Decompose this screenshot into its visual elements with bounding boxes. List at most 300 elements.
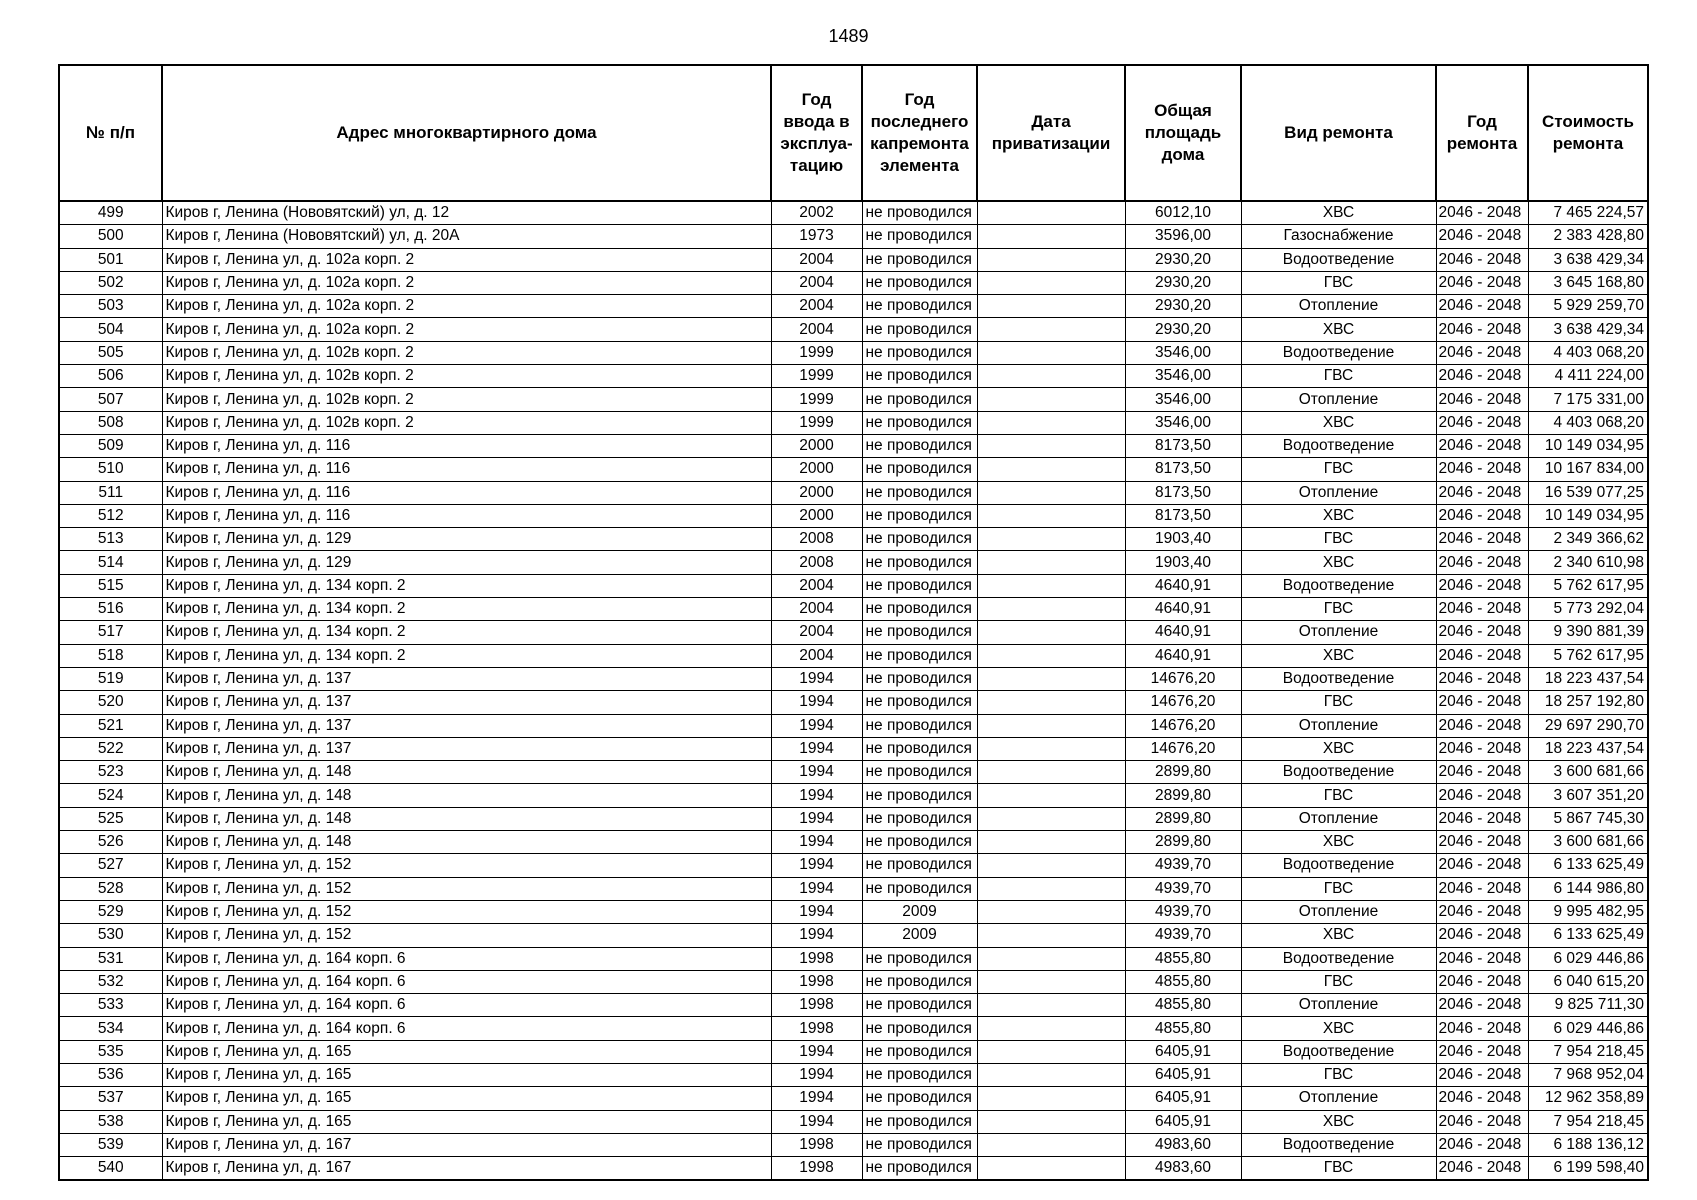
cell-cost: 2 349 366,62 bbox=[1528, 528, 1648, 551]
cell-address: Киров г, Ленина ул, д. 102в корп. 2 bbox=[162, 411, 771, 434]
cell-num: 534 bbox=[59, 1017, 162, 1040]
cell-num: 512 bbox=[59, 504, 162, 527]
cell-num: 536 bbox=[59, 1063, 162, 1086]
cell-last-repair: не проводился bbox=[862, 644, 977, 667]
cell-last-repair: не проводился bbox=[862, 970, 977, 993]
table-row bbox=[59, 341, 1648, 364]
cell-cost: 29 697 290,70 bbox=[1528, 714, 1648, 737]
cell-repair-kind: ХВС bbox=[1241, 1017, 1436, 1040]
table-row bbox=[59, 1133, 1648, 1156]
cell-repair-period: 2046 - 2048 bbox=[1436, 737, 1528, 760]
cell-area: 14676,20 bbox=[1125, 737, 1241, 760]
cell-privatization bbox=[977, 528, 1125, 551]
page-number: 1489 bbox=[828, 26, 869, 46]
cell-privatization bbox=[977, 667, 1125, 690]
header-area: Общая площадь дома bbox=[1125, 65, 1241, 201]
cell-repair-period: 2046 - 2048 bbox=[1436, 598, 1528, 621]
cell-last-repair: не проводился bbox=[862, 621, 977, 644]
cell-area: 4855,80 bbox=[1125, 947, 1241, 970]
cell-cost: 9 995 482,95 bbox=[1528, 900, 1648, 923]
cell-address: Киров г, Ленина ул, д. 102а корп. 2 bbox=[162, 271, 771, 294]
cell-repair-kind: Водоотведение bbox=[1241, 1133, 1436, 1156]
cell-privatization bbox=[977, 295, 1125, 318]
cell-year: 1994 bbox=[771, 900, 862, 923]
cell-repair-period: 2046 - 2048 bbox=[1436, 225, 1528, 248]
cell-cost: 10 149 034,95 bbox=[1528, 434, 1648, 457]
cell-year: 2000 bbox=[771, 481, 862, 504]
cell-year: 1973 bbox=[771, 225, 862, 248]
cell-area: 2899,80 bbox=[1125, 807, 1241, 830]
cell-area: 14676,20 bbox=[1125, 667, 1241, 690]
cell-cost: 5 929 259,70 bbox=[1528, 295, 1648, 318]
cell-last-repair: не проводился bbox=[862, 528, 977, 551]
cell-address: Киров г, Ленина ул, д. 167 bbox=[162, 1133, 771, 1156]
cell-privatization bbox=[977, 434, 1125, 457]
cell-cost: 2 340 610,98 bbox=[1528, 551, 1648, 574]
cell-repair-kind: ГВС bbox=[1241, 271, 1436, 294]
cell-repair-period: 2046 - 2048 bbox=[1436, 574, 1528, 597]
cell-address: Киров г, Ленина ул, д. 137 bbox=[162, 714, 771, 737]
cell-last-repair: не проводился bbox=[862, 784, 977, 807]
cell-privatization bbox=[977, 248, 1125, 271]
cell-repair-period: 2046 - 2048 bbox=[1436, 947, 1528, 970]
cell-repair-period: 2046 - 2048 bbox=[1436, 1087, 1528, 1110]
cell-year: 2004 bbox=[771, 621, 862, 644]
table-row bbox=[59, 644, 1648, 667]
table-row bbox=[59, 504, 1648, 527]
cell-year: 1994 bbox=[771, 924, 862, 947]
cell-year: 2008 bbox=[771, 551, 862, 574]
cell-repair-period: 2046 - 2048 bbox=[1436, 831, 1528, 854]
table-row bbox=[59, 551, 1648, 574]
cell-year: 1999 bbox=[771, 341, 862, 364]
cell-privatization bbox=[977, 201, 1125, 225]
cell-area: 8173,50 bbox=[1125, 481, 1241, 504]
header-repair-kind: Вид ремонта bbox=[1241, 65, 1436, 201]
cell-num: 523 bbox=[59, 761, 162, 784]
cell-repair-period: 2046 - 2048 bbox=[1436, 271, 1528, 294]
cell-privatization bbox=[977, 807, 1125, 830]
cell-address: Киров г, Ленина ул, д. 134 корп. 2 bbox=[162, 621, 771, 644]
cell-repair-kind: ХВС bbox=[1241, 201, 1436, 225]
cell-num: 499 bbox=[59, 201, 162, 225]
cell-privatization bbox=[977, 994, 1125, 1017]
cell-repair-kind: ГВС bbox=[1241, 1063, 1436, 1086]
cell-address: Киров г, Ленина ул, д. 137 bbox=[162, 691, 771, 714]
cell-year: 1994 bbox=[771, 714, 862, 737]
cell-year: 1994 bbox=[771, 667, 862, 690]
cell-last-repair: не проводился bbox=[862, 295, 977, 318]
cell-repair-period: 2046 - 2048 bbox=[1436, 807, 1528, 830]
table-row bbox=[59, 831, 1648, 854]
cell-cost: 18 223 437,54 bbox=[1528, 667, 1648, 690]
cell-repair-period: 2046 - 2048 bbox=[1436, 854, 1528, 877]
cell-area: 4939,70 bbox=[1125, 924, 1241, 947]
cell-repair-period: 2046 - 2048 bbox=[1436, 295, 1528, 318]
cell-repair-period: 2046 - 2048 bbox=[1436, 528, 1528, 551]
cell-cost: 5 773 292,04 bbox=[1528, 598, 1648, 621]
cell-cost: 9 390 881,39 bbox=[1528, 621, 1648, 644]
cell-year: 1994 bbox=[771, 784, 862, 807]
cell-privatization bbox=[977, 877, 1125, 900]
cell-repair-period: 2046 - 2048 bbox=[1436, 504, 1528, 527]
cell-repair-period: 2046 - 2048 bbox=[1436, 201, 1528, 225]
cell-year: 1994 bbox=[771, 761, 862, 784]
table-row bbox=[59, 481, 1648, 504]
cell-privatization bbox=[977, 225, 1125, 248]
cell-cost: 6 040 615,20 bbox=[1528, 970, 1648, 993]
table-row bbox=[59, 295, 1648, 318]
cell-area: 6405,91 bbox=[1125, 1110, 1241, 1133]
cell-repair-kind: Отопление bbox=[1241, 621, 1436, 644]
cell-repair-kind: Водоотведение bbox=[1241, 341, 1436, 364]
cell-privatization bbox=[977, 1017, 1125, 1040]
cell-privatization bbox=[977, 1087, 1125, 1110]
cell-num: 507 bbox=[59, 388, 162, 411]
cell-repair-period: 2046 - 2048 bbox=[1436, 1040, 1528, 1063]
cell-year: 1994 bbox=[771, 1040, 862, 1063]
cell-area: 2930,20 bbox=[1125, 248, 1241, 271]
cell-year: 1999 bbox=[771, 388, 862, 411]
cell-num: 515 bbox=[59, 574, 162, 597]
table-row bbox=[59, 388, 1648, 411]
cell-area: 2899,80 bbox=[1125, 761, 1241, 784]
header-repair-year: Год ремонта bbox=[1436, 65, 1528, 201]
cell-privatization bbox=[977, 737, 1125, 760]
cell-num: 530 bbox=[59, 924, 162, 947]
cell-address: Киров г, Ленина ул, д. 137 bbox=[162, 667, 771, 690]
cell-num: 533 bbox=[59, 994, 162, 1017]
cell-area: 1903,40 bbox=[1125, 551, 1241, 574]
cell-cost: 7 954 218,45 bbox=[1528, 1110, 1648, 1133]
table-row bbox=[59, 248, 1648, 271]
cell-address: Киров г, Ленина ул, д. 116 bbox=[162, 504, 771, 527]
cell-year: 1994 bbox=[771, 691, 862, 714]
cell-repair-period: 2046 - 2048 bbox=[1436, 411, 1528, 434]
cell-cost: 10 149 034,95 bbox=[1528, 504, 1648, 527]
cell-privatization bbox=[977, 831, 1125, 854]
cell-num: 520 bbox=[59, 691, 162, 714]
cell-last-repair: не проводился bbox=[862, 225, 977, 248]
cell-address: Киров г, Ленина ул, д. 167 bbox=[162, 1157, 771, 1181]
cell-repair-period: 2046 - 2048 bbox=[1436, 644, 1528, 667]
cell-repair-period: 2046 - 2048 bbox=[1436, 434, 1528, 457]
cell-repair-period: 2046 - 2048 bbox=[1436, 248, 1528, 271]
cell-repair-period: 2046 - 2048 bbox=[1436, 388, 1528, 411]
cell-repair-period: 2046 - 2048 bbox=[1436, 714, 1528, 737]
cell-repair-kind: Отопление bbox=[1241, 388, 1436, 411]
cell-cost: 6 029 446,86 bbox=[1528, 1017, 1648, 1040]
cell-last-repair: не проводился bbox=[862, 714, 977, 737]
cell-last-repair: не проводился bbox=[862, 574, 977, 597]
cell-repair-kind: ГВС bbox=[1241, 365, 1436, 388]
table-row bbox=[59, 411, 1648, 434]
cell-last-repair: не проводился bbox=[862, 1017, 977, 1040]
table-row bbox=[59, 970, 1648, 993]
cell-area: 4939,70 bbox=[1125, 877, 1241, 900]
cell-year: 2004 bbox=[771, 318, 862, 341]
cell-address: Киров г, Ленина ул, д. 164 корп. 6 bbox=[162, 970, 771, 993]
cell-address: Киров г, Ленина ул, д. 134 корп. 2 bbox=[162, 598, 771, 621]
cell-num: 505 bbox=[59, 341, 162, 364]
cell-year: 1998 bbox=[771, 994, 862, 1017]
cell-year: 1999 bbox=[771, 411, 862, 434]
cell-repair-period: 2046 - 2048 bbox=[1436, 341, 1528, 364]
table-row bbox=[59, 691, 1648, 714]
cell-last-repair: не проводился bbox=[862, 1157, 977, 1181]
cell-address: Киров г, Ленина ул, д. 116 bbox=[162, 458, 771, 481]
cell-address: Киров г, Ленина ул, д. 102а корп. 2 bbox=[162, 295, 771, 318]
cell-repair-kind: ГВС bbox=[1241, 784, 1436, 807]
cell-year: 1994 bbox=[771, 1087, 862, 1110]
cell-repair-kind: ХВС bbox=[1241, 1110, 1436, 1133]
cell-year: 1998 bbox=[771, 947, 862, 970]
cell-cost: 6 188 136,12 bbox=[1528, 1133, 1648, 1156]
cell-repair-period: 2046 - 2048 bbox=[1436, 1110, 1528, 1133]
cell-cost: 6 133 625,49 bbox=[1528, 924, 1648, 947]
cell-area: 4640,91 bbox=[1125, 644, 1241, 667]
cell-cost: 16 539 077,25 bbox=[1528, 481, 1648, 504]
cell-cost: 7 968 952,04 bbox=[1528, 1063, 1648, 1086]
cell-cost: 18 223 437,54 bbox=[1528, 737, 1648, 760]
cell-area: 1903,40 bbox=[1125, 528, 1241, 551]
cell-repair-period: 2046 - 2048 bbox=[1436, 784, 1528, 807]
cell-repair-period: 2046 - 2048 bbox=[1436, 667, 1528, 690]
cell-last-repair: не проводился bbox=[862, 1063, 977, 1086]
cell-last-repair: не проводился bbox=[862, 248, 977, 271]
cell-cost: 3 600 681,66 bbox=[1528, 761, 1648, 784]
cell-area: 6012,10 bbox=[1125, 201, 1241, 225]
cell-last-repair: не проводился bbox=[862, 365, 977, 388]
cell-privatization bbox=[977, 947, 1125, 970]
cell-area: 3546,00 bbox=[1125, 341, 1241, 364]
cell-repair-period: 2046 - 2048 bbox=[1436, 994, 1528, 1017]
cell-privatization bbox=[977, 551, 1125, 574]
cell-cost: 6 029 446,86 bbox=[1528, 947, 1648, 970]
cell-num: 527 bbox=[59, 854, 162, 877]
cell-last-repair: не проводился bbox=[862, 1087, 977, 1110]
cell-repair-kind: Водоотведение bbox=[1241, 248, 1436, 271]
cell-area: 2930,20 bbox=[1125, 295, 1241, 318]
cell-last-repair: не проводился bbox=[862, 994, 977, 1017]
cell-num: 504 bbox=[59, 318, 162, 341]
cell-repair-kind: ХВС bbox=[1241, 411, 1436, 434]
cell-num: 516 bbox=[59, 598, 162, 621]
cell-privatization bbox=[977, 644, 1125, 667]
cell-address: Киров г, Ленина ул, д. 137 bbox=[162, 737, 771, 760]
cell-year: 1994 bbox=[771, 807, 862, 830]
cell-area: 6405,91 bbox=[1125, 1063, 1241, 1086]
table-row bbox=[59, 1110, 1648, 1133]
cell-num: 506 bbox=[59, 365, 162, 388]
cell-repair-period: 2046 - 2048 bbox=[1436, 318, 1528, 341]
cell-privatization bbox=[977, 1157, 1125, 1181]
cell-cost: 6 144 986,80 bbox=[1528, 877, 1648, 900]
repair-table bbox=[58, 64, 1649, 1181]
table-row bbox=[59, 318, 1648, 341]
table-row bbox=[59, 598, 1648, 621]
cell-privatization bbox=[977, 621, 1125, 644]
table-row bbox=[59, 434, 1648, 457]
cell-address: Киров г, Ленина ул, д. 148 bbox=[162, 784, 771, 807]
cell-last-repair: не проводился bbox=[862, 737, 977, 760]
cell-privatization bbox=[977, 341, 1125, 364]
cell-address: Киров г, Ленина (Нововятский) ул, д. 20А bbox=[162, 225, 771, 248]
cell-privatization bbox=[977, 365, 1125, 388]
cell-privatization bbox=[977, 481, 1125, 504]
cell-year: 2000 bbox=[771, 504, 862, 527]
cell-last-repair: не проводился bbox=[862, 831, 977, 854]
cell-address: Киров г, Ленина ул, д. 102в корп. 2 bbox=[162, 365, 771, 388]
cell-year: 2004 bbox=[771, 574, 862, 597]
cell-year: 2004 bbox=[771, 295, 862, 318]
cell-year: 1994 bbox=[771, 831, 862, 854]
cell-last-repair: 2009 bbox=[862, 900, 977, 923]
table-row bbox=[59, 271, 1648, 294]
cell-year: 1999 bbox=[771, 365, 862, 388]
table-row bbox=[59, 1040, 1648, 1063]
cell-privatization bbox=[977, 1063, 1125, 1086]
cell-repair-period: 2046 - 2048 bbox=[1436, 1063, 1528, 1086]
header-privatization: Дата приватизации bbox=[977, 65, 1125, 201]
cell-repair-period: 2046 - 2048 bbox=[1436, 1157, 1528, 1181]
cell-repair-kind: Отопление bbox=[1241, 481, 1436, 504]
cell-address: Киров г, Ленина ул, д. 102в корп. 2 bbox=[162, 388, 771, 411]
cell-repair-kind: Отопление bbox=[1241, 994, 1436, 1017]
cell-repair-kind: ХВС bbox=[1241, 318, 1436, 341]
cell-num: 535 bbox=[59, 1040, 162, 1063]
cell-repair-kind: ГВС bbox=[1241, 877, 1436, 900]
cell-year: 1994 bbox=[771, 854, 862, 877]
cell-repair-kind: Водоотведение bbox=[1241, 667, 1436, 690]
table-row bbox=[59, 714, 1648, 737]
cell-privatization bbox=[977, 1040, 1125, 1063]
cell-year: 1998 bbox=[771, 1133, 862, 1156]
cell-year: 1994 bbox=[771, 1110, 862, 1133]
cell-cost: 2 383 428,80 bbox=[1528, 225, 1648, 248]
cell-repair-kind: ГВС bbox=[1241, 691, 1436, 714]
cell-year: 1998 bbox=[771, 970, 862, 993]
cell-num: 513 bbox=[59, 528, 162, 551]
cell-privatization bbox=[977, 504, 1125, 527]
cell-repair-period: 2046 - 2048 bbox=[1436, 877, 1528, 900]
cell-year: 2004 bbox=[771, 644, 862, 667]
cell-repair-kind: Водоотведение bbox=[1241, 947, 1436, 970]
table-row bbox=[59, 761, 1648, 784]
cell-repair-kind: ГВС bbox=[1241, 598, 1436, 621]
cell-address: Киров г, Ленина ул, д. 165 bbox=[162, 1110, 771, 1133]
cell-privatization bbox=[977, 574, 1125, 597]
table-row bbox=[59, 621, 1648, 644]
cell-address: Киров г, Ленина ул, д. 102а корп. 2 bbox=[162, 248, 771, 271]
cell-area: 2930,20 bbox=[1125, 318, 1241, 341]
cell-address: Киров г, Ленина ул, д. 129 bbox=[162, 528, 771, 551]
cell-area: 2899,80 bbox=[1125, 831, 1241, 854]
cell-last-repair: не проводился bbox=[862, 1110, 977, 1133]
cell-repair-kind: Водоотведение bbox=[1241, 1040, 1436, 1063]
cell-area: 2899,80 bbox=[1125, 784, 1241, 807]
cell-address: Киров г, Ленина ул, д. 164 корп. 6 bbox=[162, 994, 771, 1017]
cell-num: 517 bbox=[59, 621, 162, 644]
cell-address: Киров г, Ленина ул, д. 148 bbox=[162, 831, 771, 854]
table-row bbox=[59, 574, 1648, 597]
table-row bbox=[59, 201, 1648, 225]
cell-last-repair: не проводился bbox=[862, 1040, 977, 1063]
table-row bbox=[59, 784, 1648, 807]
cell-cost: 3 638 429,34 bbox=[1528, 248, 1648, 271]
cell-num: 522 bbox=[59, 737, 162, 760]
cell-privatization bbox=[977, 691, 1125, 714]
cell-address: Киров г, Ленина ул, д. 152 bbox=[162, 877, 771, 900]
cell-num: 532 bbox=[59, 970, 162, 993]
cell-area: 8173,50 bbox=[1125, 458, 1241, 481]
cell-privatization bbox=[977, 1110, 1125, 1133]
cell-num: 538 bbox=[59, 1110, 162, 1133]
cell-num: 502 bbox=[59, 271, 162, 294]
cell-num: 526 bbox=[59, 831, 162, 854]
header-num: № п/п bbox=[59, 65, 162, 201]
cell-num: 511 bbox=[59, 481, 162, 504]
cell-area: 2930,20 bbox=[1125, 271, 1241, 294]
cell-area: 3546,00 bbox=[1125, 388, 1241, 411]
cell-repair-kind: Отопление bbox=[1241, 1087, 1436, 1110]
cell-address: Киров г, Ленина ул, д. 152 bbox=[162, 854, 771, 877]
cell-year: 1994 bbox=[771, 1063, 862, 1086]
cell-cost: 9 825 711,30 bbox=[1528, 994, 1648, 1017]
cell-last-repair: не проводился bbox=[862, 201, 977, 225]
cell-address: Киров г, Ленина ул, д. 102а корп. 2 bbox=[162, 318, 771, 341]
cell-repair-kind: ХВС bbox=[1241, 924, 1436, 947]
cell-year: 2004 bbox=[771, 598, 862, 621]
cell-repair-period: 2046 - 2048 bbox=[1436, 551, 1528, 574]
cell-num: 509 bbox=[59, 434, 162, 457]
cell-repair-kind: Водоотведение bbox=[1241, 854, 1436, 877]
cell-area: 4939,70 bbox=[1125, 854, 1241, 877]
cell-num: 529 bbox=[59, 900, 162, 923]
cell-cost: 7 954 218,45 bbox=[1528, 1040, 1648, 1063]
table-body bbox=[59, 201, 1648, 1180]
cell-cost: 18 257 192,80 bbox=[1528, 691, 1648, 714]
cell-year: 1998 bbox=[771, 1017, 862, 1040]
cell-cost: 7 175 331,00 bbox=[1528, 388, 1648, 411]
cell-privatization bbox=[977, 970, 1125, 993]
cell-address: Киров г, Ленина ул, д. 165 bbox=[162, 1087, 771, 1110]
cell-last-repair: не проводился bbox=[862, 434, 977, 457]
cell-privatization bbox=[977, 924, 1125, 947]
cell-area: 4855,80 bbox=[1125, 970, 1241, 993]
cell-cost: 6 133 625,49 bbox=[1528, 854, 1648, 877]
cell-address: Киров г, Ленина ул, д. 116 bbox=[162, 434, 771, 457]
cell-cost: 7 465 224,57 bbox=[1528, 201, 1648, 225]
table-row bbox=[59, 1157, 1648, 1181]
cell-repair-period: 2046 - 2048 bbox=[1436, 621, 1528, 644]
cell-repair-kind: ГВС bbox=[1241, 1157, 1436, 1181]
table-row bbox=[59, 854, 1648, 877]
cell-area: 4640,91 bbox=[1125, 598, 1241, 621]
cell-cost: 4 403 068,20 bbox=[1528, 341, 1648, 364]
cell-repair-kind: ГВС bbox=[1241, 970, 1436, 993]
cell-address: Киров г, Ленина (Нововятский) ул, д. 12 bbox=[162, 201, 771, 225]
cell-cost: 4 411 224,00 bbox=[1528, 365, 1648, 388]
cell-privatization bbox=[977, 900, 1125, 923]
cell-privatization bbox=[977, 271, 1125, 294]
cell-address: Киров г, Ленина ул, д. 152 bbox=[162, 900, 771, 923]
cell-repair-kind: ХВС bbox=[1241, 831, 1436, 854]
cell-repair-period: 2046 - 2048 bbox=[1436, 691, 1528, 714]
table-row bbox=[59, 807, 1648, 830]
table-row bbox=[59, 667, 1648, 690]
table-row bbox=[59, 877, 1648, 900]
